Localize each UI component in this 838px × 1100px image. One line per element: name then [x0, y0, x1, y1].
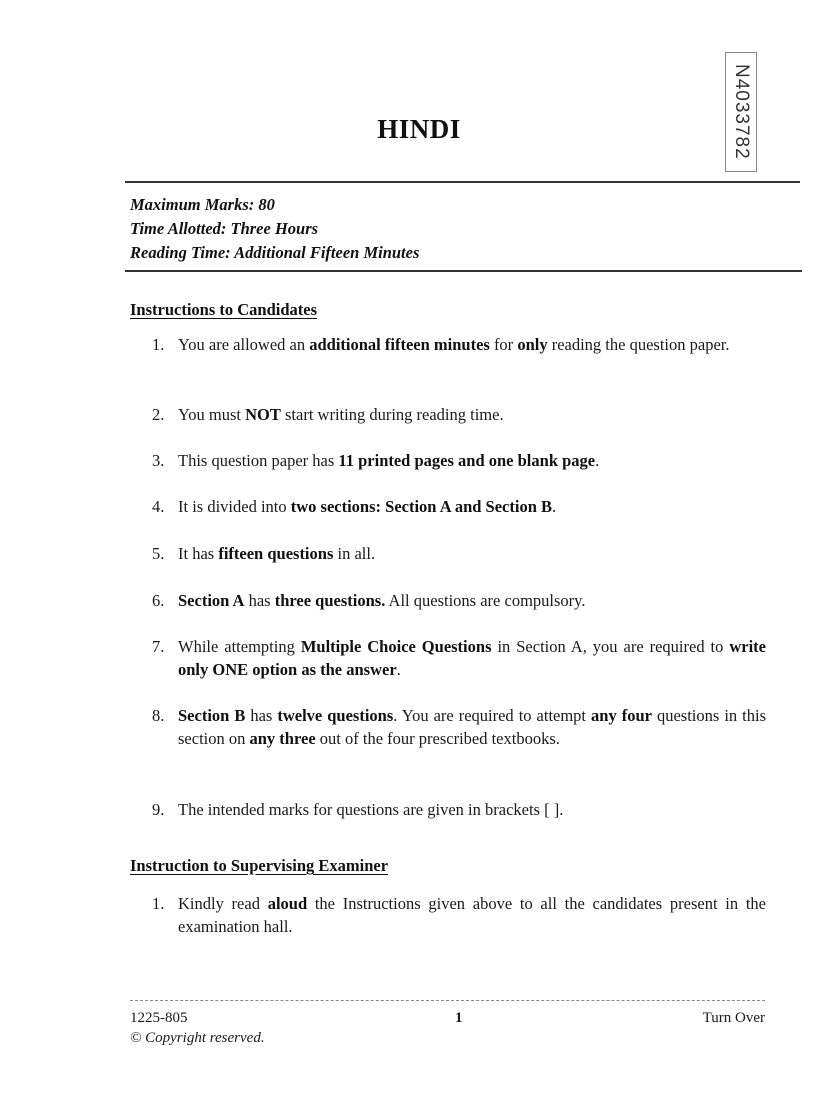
examiner-heading: Instruction to Supervising Examiner	[130, 856, 389, 875]
instruction-item: 1. Kindly read aloud the Instructions given above to all the candidates present in the examination hall.	[152, 894, 766, 936]
paper-code: 1225-805	[130, 1010, 188, 1026]
instruction-item: 8. Section B has twelve questions. You are required to attempt any four questions in this section on any three out of the four prescribed textbooks.	[152, 706, 766, 748]
instruction-item: 4. It is divided into two sections: Section A and Section B.	[152, 497, 557, 516]
instruction-item: 7. While attempting Multiple Choice Questions in Section A, you are required to write only ONE option as the answer.	[152, 637, 766, 679]
divider-bottom	[125, 270, 802, 272]
exam-meta	[130, 193, 419, 265]
time-allotted: Time Allotted: Three Hours	[130, 219, 319, 238]
instruction-item: 9. The intended marks for questions are given in brackets [ ].	[152, 800, 564, 819]
turn-over-label: Turn Over	[702, 1010, 765, 1026]
instruction-item: 6. Section A has three questions. All questions are compulsory.	[152, 591, 586, 610]
paper-title: HINDI	[377, 114, 461, 144]
footer-divider	[130, 1000, 765, 1001]
instruction-item: 2. You must NOT start writing during reading time.	[152, 405, 504, 424]
page-number: 1	[455, 1010, 463, 1026]
serial-number: N4033782	[731, 64, 752, 160]
serial-number-box	[725, 52, 757, 172]
maximum-marks: Maximum Marks: 80	[130, 195, 275, 214]
reading-time: Reading Time: Additional Fifteen Minutes	[130, 243, 420, 262]
instruction-item: 3. This question paper has 11 printed pages and one blank page.	[152, 451, 600, 470]
instruction-item: 1. You are allowed an additional fifteen minutes for only reading the question paper.	[152, 335, 730, 354]
instruction-item: 5. It has fifteen questions in all.	[152, 544, 376, 563]
candidates-heading: Instructions to Candidates	[130, 300, 318, 319]
divider-top	[125, 181, 800, 183]
copyright-notice: © Copyright reserved.	[130, 1030, 265, 1046]
